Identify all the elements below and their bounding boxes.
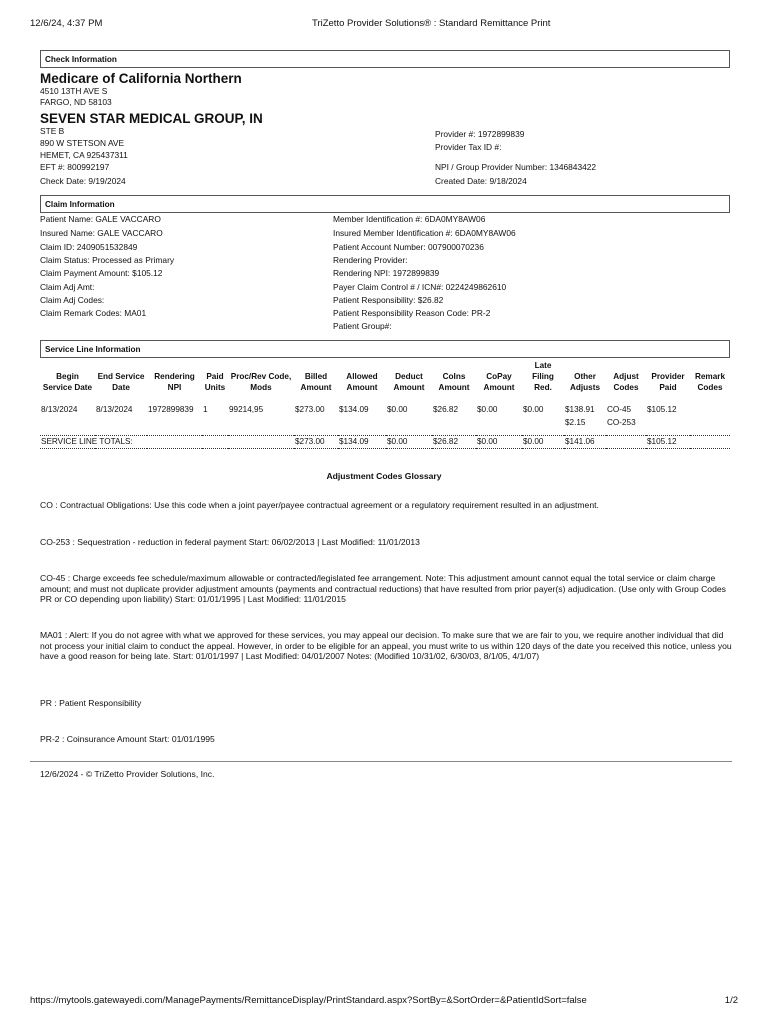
column-header: End Service Date bbox=[97, 372, 145, 392]
claim-field: Patient Group#: bbox=[333, 321, 392, 331]
claim-field: Patient Responsibility: $26.82 bbox=[333, 295, 444, 305]
claim-field: Payer Claim Control # / ICN#: 0224249862610 bbox=[333, 282, 507, 292]
adjust-code: CO-253 bbox=[607, 418, 636, 427]
total-copay: $0.00 bbox=[476, 436, 522, 449]
provider-address-line3: HEMET, CA 925437311 bbox=[40, 150, 128, 160]
billed-amount: $273.00 bbox=[295, 405, 325, 414]
column-header: Billed Amount bbox=[300, 372, 332, 392]
claim-field: Claim Adj Codes: bbox=[40, 295, 105, 305]
provider-name: SEVEN STAR MEDICAL GROUP, IN bbox=[40, 111, 263, 126]
footer-copyright: 12/6/2024 - © TriZetto Provider Solutions, Inc. bbox=[40, 769, 215, 779]
total-adjust-codes bbox=[606, 436, 646, 449]
table-row bbox=[40, 397, 730, 436]
other-adjusts bbox=[564, 397, 606, 436]
check-date: Check Date: 9/19/2024 bbox=[40, 176, 126, 186]
column-header: Proc/Rev Code, Mods bbox=[230, 372, 292, 392]
total-allowed: $134.09 bbox=[338, 436, 386, 449]
print-datetime: 12/6/24, 4:37 PM bbox=[30, 18, 103, 29]
page-url: https://mytools.gatewayedi.com/ManagePayments/RemittanceDisplay/PrintStandard.aspx?SortBy=&SortOrder=&PatientIdSort=false bbox=[30, 995, 587, 1006]
provider-tax-id: Provider Tax ID #: bbox=[435, 142, 502, 152]
claim-field: Patient Name: GALE VACCARO bbox=[40, 214, 161, 224]
column-header: Late Filing Red. bbox=[532, 361, 554, 392]
adjust-codes bbox=[606, 397, 646, 436]
print-title: TriZetto Provider Solutions® : Standard Remittance Print bbox=[312, 18, 551, 29]
total-billed: $273.00 bbox=[294, 436, 338, 449]
total-late: $0.00 bbox=[522, 436, 564, 449]
allowed-amount: $134.09 bbox=[339, 405, 369, 414]
proc-code: 99214,95 bbox=[229, 405, 264, 414]
print-header bbox=[30, 18, 738, 32]
column-header: CoIns Amount bbox=[438, 372, 470, 392]
payer-address-line1: 4510 13TH AVE S bbox=[40, 86, 108, 96]
glossary-entry: MA01 : Alert: If you do not agree with what we approved for these services, you may appeal our decision. To make sure that we are fair to you, we require another individual that did not process your initial claim to conduct the appeal. However, in order to be eligible for an appeal, you must write to us within 120 days of the date you received this notice, unless you have a good reason for being late. Start: 01/01/1997 | Last Modified: 04/01/2007 Notes: (Modified 10/31/02, 6/30/03, 8/1/05, 4/1/07) bbox=[40, 630, 732, 662]
total-coins: $26.82 bbox=[432, 436, 476, 449]
claim-info-section-header: Claim Information bbox=[40, 195, 730, 213]
footer-divider bbox=[30, 761, 732, 762]
total-other: $141.06 bbox=[564, 436, 606, 449]
totals-label: SERVICE LINE TOTALS: bbox=[40, 436, 294, 449]
glossary-entry: PR : Patient Responsibility bbox=[40, 698, 142, 708]
column-header: Rendering NPI bbox=[154, 372, 195, 392]
begin-service-date: 8/13/2024 bbox=[41, 405, 78, 414]
provider-number: Provider #: 1972899839 bbox=[435, 129, 525, 139]
deduct-amount: $0.00 bbox=[387, 405, 408, 414]
claim-field: Claim Payment Amount: $105.12 bbox=[40, 268, 163, 278]
column-header: Remark Codes bbox=[694, 372, 726, 392]
column-header: CoPay Amount bbox=[483, 372, 515, 392]
other-adjust-value: $2.15 bbox=[565, 418, 586, 427]
glossary-entry: CO : Contractual Obligations: Use this code when a joint payer/payee contractual agreement or a regulatory requirement resulted in an adjustment. bbox=[40, 500, 599, 510]
totals-row bbox=[40, 436, 730, 449]
other-adjust-value: $138.91 bbox=[565, 405, 595, 414]
provider-address-line1: STE B bbox=[40, 126, 65, 136]
column-header: Other Adjusts bbox=[569, 372, 601, 392]
total-remark bbox=[690, 436, 730, 449]
claim-field: Insured Member Identification #: 6DA0MY8AW06 bbox=[333, 228, 516, 238]
column-header: Begin Service Date bbox=[42, 372, 93, 392]
remark-codes bbox=[690, 397, 730, 436]
payer-name: Medicare of California Northern bbox=[40, 71, 242, 86]
claim-field: Insured Name: GALE VACCARO bbox=[40, 228, 163, 238]
table-header-row bbox=[40, 360, 730, 397]
check-info-section-header: Check Information bbox=[40, 50, 730, 68]
glossary-entry: CO-45 : Charge exceeds fee schedule/maximum allowable or contracted/legislated fee arrangement. Note: This adjustment amount cannot equal the total service or claim charge amount; and must not duplicate provider adjustment amounts (payments and contractual reductions) that have resulted from prior payer(s) adjudication. (Use only with Group Codes PR or CO depending upon liability) Start: 01/01/1995 | Last Modified: 11/01/2015 bbox=[40, 573, 726, 605]
page-number: 1/2 bbox=[724, 995, 738, 1006]
paid-units: 1 bbox=[203, 405, 208, 414]
total-deduct: $0.00 bbox=[386, 436, 432, 449]
claim-field: Claim Remark Codes: MA01 bbox=[40, 308, 147, 318]
service-line-section-header: Service Line Information bbox=[40, 340, 730, 358]
glossary-title: Adjustment Codes Glossary bbox=[326, 471, 442, 481]
service-line-table bbox=[40, 360, 730, 449]
claim-field: Rendering Provider: bbox=[333, 255, 408, 265]
end-service-date: 8/13/2024 bbox=[96, 405, 133, 414]
created-date: Created Date: 9/18/2024 bbox=[435, 176, 527, 186]
total-paid: $105.12 bbox=[646, 436, 690, 449]
payer-address-line2: FARGO, ND 58103 bbox=[40, 97, 112, 107]
claim-field: Claim Adj Amt: bbox=[40, 282, 95, 292]
column-header: Paid Units bbox=[204, 372, 226, 392]
rendering-npi: 1972899839 bbox=[148, 405, 194, 414]
column-header: Deduct Amount bbox=[393, 372, 425, 392]
column-header: Provider Paid bbox=[651, 372, 685, 392]
provider-paid: $105.12 bbox=[647, 405, 677, 414]
copay-amount: $0.00 bbox=[477, 405, 498, 414]
eft-number: EFT #: 800992197 bbox=[40, 162, 110, 172]
glossary-entry: PR-2 : Coinsurance Amount Start: 01/01/1995 bbox=[40, 734, 215, 744]
column-header: Adjust Codes bbox=[613, 372, 639, 392]
glossary-entry: CO-253 : Sequestration - reduction in federal payment Start: 06/02/2013 | Last Modified: 11/01/2013 bbox=[40, 537, 420, 547]
claim-field: Member Identification #: 6DA0MY8AW06 bbox=[333, 214, 486, 224]
provider-address-line2: 890 W STETSON AVE bbox=[40, 138, 125, 148]
coins-amount: $26.82 bbox=[433, 405, 459, 414]
npi-group-provider-number: NPI / Group Provider Number: 1346843422 bbox=[435, 162, 597, 172]
claim-field: Claim ID: 2409051532849 bbox=[40, 242, 138, 252]
adjust-code: CO-45 bbox=[607, 405, 632, 414]
claim-field: Patient Account Number: 007900070236 bbox=[333, 242, 484, 252]
column-header: Allowed Amount bbox=[346, 372, 378, 392]
late-filing-reduction: $0.00 bbox=[523, 405, 544, 414]
claim-field: Rendering NPI: 1972899839 bbox=[333, 268, 440, 278]
claim-field: Claim Status: Processed as Primary bbox=[40, 255, 175, 265]
claim-field: Patient Responsibility Reason Code: PR-2 bbox=[333, 308, 491, 318]
